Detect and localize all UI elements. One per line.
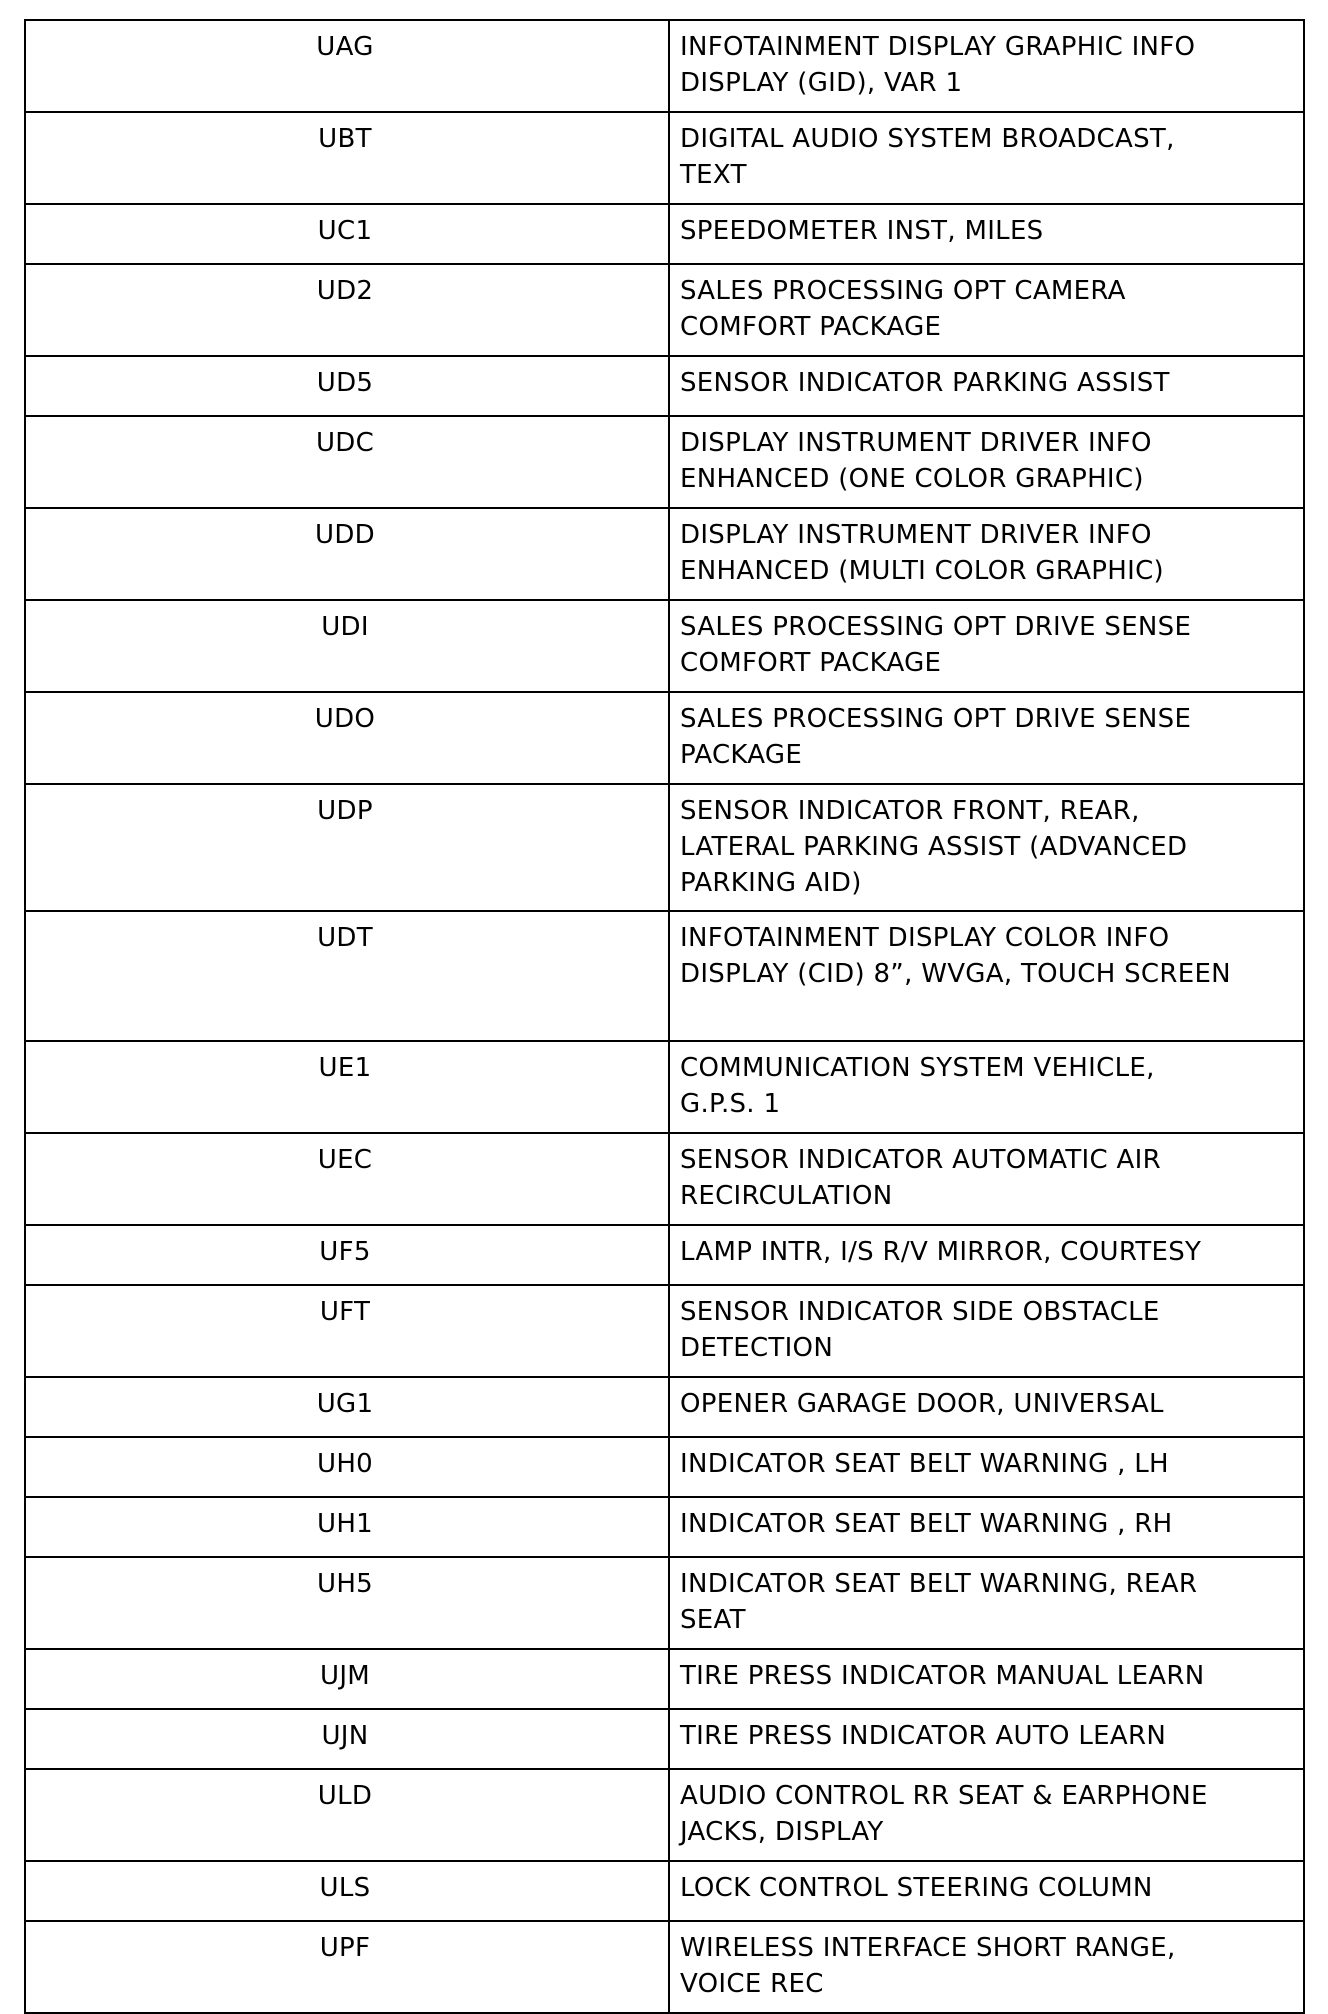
code-cell: UF5 bbox=[25, 1225, 669, 1285]
code-cell: UH5 bbox=[25, 1557, 669, 1649]
table-row bbox=[25, 1497, 1304, 1557]
table-body bbox=[25, 20, 1304, 2013]
code-cell: UH1 bbox=[25, 1497, 669, 1557]
description-cell: SALES PROCESSING OPT DRIVE SENSE PACKAGE bbox=[669, 692, 1304, 784]
code-cell: UJN bbox=[25, 1709, 669, 1769]
description-cell: SALES PROCESSING OPT DRIVE SENSE COMFORT PACKAGE bbox=[669, 600, 1304, 692]
description-cell: TIRE PRESS INDICATOR AUTO LEARN bbox=[669, 1709, 1304, 1769]
table-row bbox=[25, 112, 1304, 204]
code-cell: UDC bbox=[25, 416, 669, 508]
code-cell: UEC bbox=[25, 1133, 669, 1225]
code-cell: UFT bbox=[25, 1285, 669, 1377]
code-cell: UAG bbox=[25, 20, 669, 112]
code-cell: UPF bbox=[25, 1921, 669, 2013]
description-cell: INDICATOR SEAT BELT WARNING , RH bbox=[669, 1497, 1304, 1557]
table-row bbox=[25, 600, 1304, 692]
code-cell: ULS bbox=[25, 1861, 669, 1921]
table-row bbox=[25, 1649, 1304, 1709]
table-row bbox=[25, 1861, 1304, 1921]
code-cell: UG1 bbox=[25, 1377, 669, 1437]
table-row bbox=[25, 1557, 1304, 1649]
code-cell: UDD bbox=[25, 508, 669, 600]
description-cell: DISPLAY INSTRUMENT DRIVER INFO ENHANCED (MULTI COLOR GRAPHIC) bbox=[669, 508, 1304, 600]
code-cell: ULD bbox=[25, 1769, 669, 1861]
description-cell: DISPLAY INSTRUMENT DRIVER INFO ENHANCED (ONE COLOR GRAPHIC) bbox=[669, 416, 1304, 508]
code-cell: UDT bbox=[25, 911, 669, 1041]
table-row bbox=[25, 264, 1304, 356]
table-row bbox=[25, 1041, 1304, 1133]
table-row bbox=[25, 508, 1304, 600]
code-cell: UE1 bbox=[25, 1041, 669, 1133]
description-cell: TIRE PRESS INDICATOR MANUAL LEARN bbox=[669, 1649, 1304, 1709]
table-row bbox=[25, 692, 1304, 784]
code-cell: UD5 bbox=[25, 356, 669, 416]
description-cell: SENSOR INDICATOR SIDE OBSTACLE DETECTION bbox=[669, 1285, 1304, 1377]
table-row bbox=[25, 1377, 1304, 1437]
description-cell: DIGITAL AUDIO SYSTEM BROADCAST, TEXT bbox=[669, 112, 1304, 204]
description-cell: SENSOR INDICATOR PARKING ASSIST bbox=[669, 356, 1304, 416]
description-cell: INDICATOR SEAT BELT WARNING, REAR SEAT bbox=[669, 1557, 1304, 1649]
table-row bbox=[25, 356, 1304, 416]
table-row bbox=[25, 1921, 1304, 2013]
table-row bbox=[25, 1285, 1304, 1377]
table-row bbox=[25, 1133, 1304, 1225]
code-cell: UBT bbox=[25, 112, 669, 204]
description-cell: INFOTAINMENT DISPLAY GRAPHIC INFO DISPLAY (GID), VAR 1 bbox=[669, 20, 1304, 112]
description-cell: WIRELESS INTERFACE SHORT RANGE, VOICE REC bbox=[669, 1921, 1304, 2013]
description-cell: LOCK CONTROL STEERING COLUMN bbox=[669, 1861, 1304, 1921]
option-code-table bbox=[24, 19, 1305, 2014]
description-cell: SPEEDOMETER INST, MILES bbox=[669, 204, 1304, 264]
table-row bbox=[25, 20, 1304, 112]
description-cell: SENSOR INDICATOR AUTOMATIC AIR RECIRCULATION bbox=[669, 1133, 1304, 1225]
code-cell: UD2 bbox=[25, 264, 669, 356]
table-row bbox=[25, 1225, 1304, 1285]
table-row bbox=[25, 416, 1304, 508]
code-cell: UDI bbox=[25, 600, 669, 692]
table-row bbox=[25, 1709, 1304, 1769]
description-cell: SALES PROCESSING OPT CAMERA COMFORT PACKAGE bbox=[669, 264, 1304, 356]
description-cell: LAMP INTR, I/S R/V MIRROR, COURTESY bbox=[669, 1225, 1304, 1285]
table-row bbox=[25, 1437, 1304, 1497]
table-row bbox=[25, 784, 1304, 911]
description-cell: AUDIO CONTROL RR SEAT & EARPHONE JACKS, DISPLAY bbox=[669, 1769, 1304, 1861]
table-row bbox=[25, 204, 1304, 264]
description-cell: INDICATOR SEAT BELT WARNING , LH bbox=[669, 1437, 1304, 1497]
description-cell: COMMUNICATION SYSTEM VEHICLE, G.P.S. 1 bbox=[669, 1041, 1304, 1133]
code-cell: UC1 bbox=[25, 204, 669, 264]
code-cell: UDP bbox=[25, 784, 669, 911]
table-row bbox=[25, 1769, 1304, 1861]
description-cell: OPENER GARAGE DOOR, UNIVERSAL bbox=[669, 1377, 1304, 1437]
description-cell: SENSOR INDICATOR FRONT, REAR, LATERAL PARKING ASSIST (ADVANCED PARKING AID) bbox=[669, 784, 1304, 911]
code-cell: UDO bbox=[25, 692, 669, 784]
code-cell: UJM bbox=[25, 1649, 669, 1709]
table-row bbox=[25, 911, 1304, 1041]
code-cell: UH0 bbox=[25, 1437, 669, 1497]
description-cell: INFOTAINMENT DISPLAY COLOR INFO DISPLAY (CID) 8”, WVGA, TOUCH SCREEN bbox=[669, 911, 1304, 1041]
